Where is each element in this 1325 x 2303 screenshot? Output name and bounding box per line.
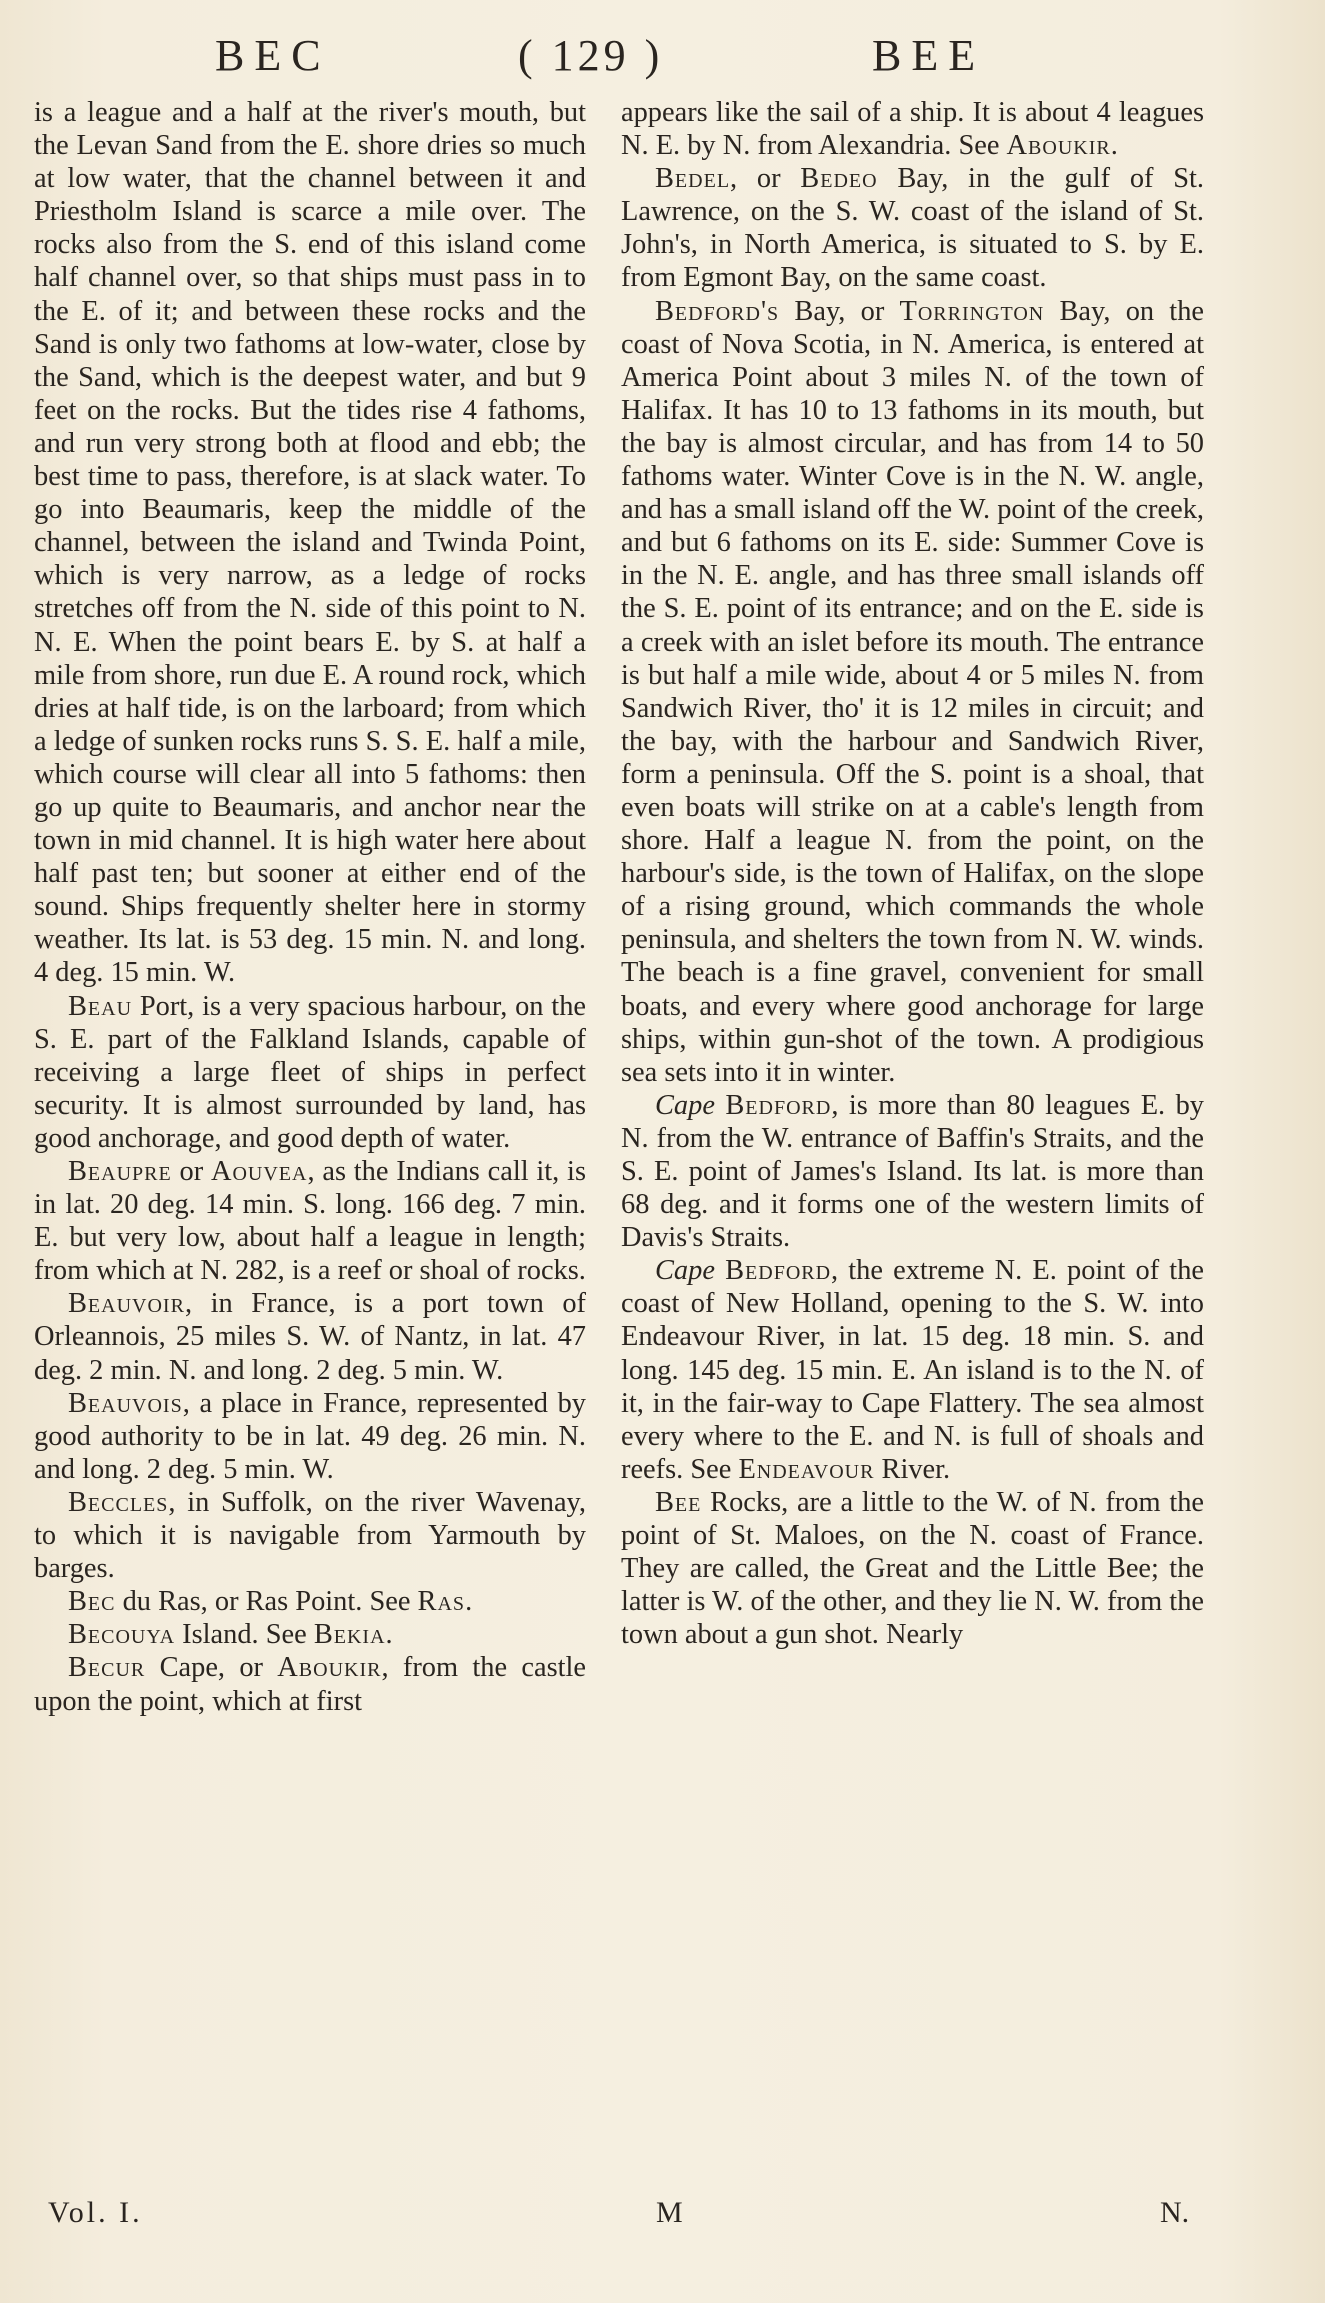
- entry-text: Bay, in the gulf of St. Lawrence, on the S. W. coast of the island of St. John's, in North America, is situated to S. by E. from Egmont Bay, on the same coast.: [621, 163, 1204, 294]
- gazetteer-entry: [34, 1651, 586, 1717]
- entry-headword: Becur: [68, 1652, 146, 1684]
- volume-label: Vol. I.: [48, 2196, 143, 2229]
- entry-text: du Ras, or Ras Point. See: [115, 1586, 418, 1618]
- gazetteer-entry: [34, 990, 586, 1155]
- entry-text: , in Suffolk, on the river Wavenay, to which it is navigable from Yarmouth by barges.: [34, 1486, 586, 1585]
- entry-headword: Beauvoir: [68, 1288, 185, 1320]
- page-footer: [0, 2196, 1325, 2236]
- entry-text: , as the Indians call it, is in lat. 20 deg. 14 min. S. long. 166 deg. 7 min. E. but very low, about half a league in length; from which at N. 282, is a reef or shoal of rocks.: [34, 1156, 586, 1287]
- entry-text: is a league and a half at the river's mouth, but the Levan Sand from the E. shore dries so much at low water, that the channel between it and Priestholm Island is scarce a mile over. The rocks also from the S. end of this island come half channel over, so that ships must pass in to the E. of it; and between these rocks and the Sand is only two fathoms at low-water, close by the Sand, which is the deepest water, and but 9 feet on the rocks. But the tides rise 4 fathoms, and run very strong both at flood and ebb; the best time to pass, therefore, is at slack water. To go into Beaumaris, keep the middle of the channel, between the island and Twinda Point, which is very narrow, as a ledge of rocks stretches off from the N. side of this point to N. N. E. When the point bears E. by S. at half a mile from shore, run due E. A round rock, which dries at half tide, is on the larboard; from which a ledge of sunken rocks runs S. S. E. half a mile, which course will clear all into 5 fathoms: then go up quite to Beaumaris, and anchor near the town in mid channel. It is high water here about half past ten; but sooner at either end of the sound. Ships frequently shelter here in stormy weather. Its lat. is 53 deg. 15 min. N. and long. 4 deg. 15 min. W.: [34, 97, 586, 989]
- entry-text: , is more than 80 leagues E. by N. from the W. entrance of Baffin's Straits, and the S. E. point of James's Island. Its lat. is more than 68 deg. and it forms one of the western limits of Davis's Straits.: [621, 1089, 1204, 1254]
- italic-prefix: Cape: [655, 1255, 715, 1287]
- entry-headword: Beau: [68, 990, 133, 1022]
- entry-text: , the extreme N. E. point of the coast of New Holland, opening to the S. W. into Endeavour River, in lat. 15 deg. 18 min. S. and long. 145 deg. 15 min. E. An island is to the N. of it, in the fair-way to Cape Flattery. The sea almost every where to the E. and N. is full of shoals and reefs. See: [621, 1255, 1204, 1485]
- gazetteer-entry: [621, 162, 1204, 294]
- gazetteer-entry: [34, 1486, 586, 1585]
- entry-text: Rocks, are a little to the W. of N. from the point of St. Maloes, on the N. coast of France. They are called, the Great and the Little Bee; the latter is W. of the other, and they lie N. W. from the town about a gun shot. Nearly: [621, 1486, 1204, 1651]
- gazetteer-entry: [34, 1618, 586, 1651]
- entry-text: [715, 1090, 725, 1121]
- entry-headword: Bedel: [655, 163, 731, 195]
- entry-text: Bay, on the coast of Nova Scotia, in N. America, is entered at America Point about 3 miles N. of the town of Halifax. It has 10 to 13 fathoms in its mouth, but the bay is almost circular, and has from 14 to 50 fathoms water. Winter Cove is in the N. W. angle, and has a small island off the W. point of the creek, and but 6 fathoms on its E. side: Summer Cove is in the N. E. angle, and has three small islands off the S. E. point of its entrance; and on the E. side is a creek with an islet before its mouth. The entrance is but half a mile wide, about 4 or 5 miles N. from Sandwich River, tho' it is 12 miles in circuit; and the bay, with the harbour and Sandwich River, form a peninsula. Off the S. point is a shoal, that even boats will strike on at a cable's length from shore. Half a league N. from the point, on the harbour's side, is the town of Halifax, on the slope of a rising ground, which commands the whole peninsula, and shelters the town from N. W. winds. The beach is a fine gravel, convenient for small boats, and every where good anchorage for large ships, within gun-shot of the town. A prodigious sea sets into it in winter.: [621, 295, 1204, 1088]
- left-text-column: [34, 96, 586, 1718]
- page-number: ( 129 ): [518, 31, 664, 80]
- continued-paragraph: [621, 96, 1204, 162]
- entry-text: or: [171, 1156, 211, 1187]
- entry-headword: Beaupre: [68, 1156, 172, 1187]
- entry-headword: Torrington: [899, 295, 1045, 327]
- entry-text: Port, is a very spacious harbour, on the S. E. part of the Falkland Islands, capable of receiving a large fleet of ships in perfect security. It is almost surrounded by land, has good anchorage, and good depth of water.: [34, 990, 586, 1154]
- entry-text: , in France, is a port town of Orleannois, 25 miles S. W. of Nantz, in lat. 47 deg. 2 min. N. and long. 2 deg. 5 min. W.: [34, 1288, 586, 1386]
- running-header: [0, 26, 1325, 86]
- entry-headword: Bedford: [725, 1255, 832, 1287]
- entry-headword: Beauvois: [68, 1387, 183, 1419]
- entry-headword: Aboukir: [1006, 130, 1111, 162]
- entry-headword: Becouya: [68, 1619, 176, 1651]
- gazetteer-entry: [34, 1585, 586, 1618]
- gazetteer-entry: [34, 1287, 586, 1386]
- entry-text: .: [465, 1586, 473, 1618]
- header-right-word: BEE: [872, 31, 986, 80]
- gazetteer-entry: [621, 1486, 1204, 1651]
- entry-headword: Aouvea: [210, 1156, 308, 1187]
- entry-headword: Ras: [417, 1586, 466, 1618]
- entry-text: .: [1110, 130, 1118, 162]
- gazetteer-entry: [34, 1155, 586, 1287]
- entry-text: Island. See: [175, 1619, 314, 1651]
- entry-headword: Aboukir: [277, 1652, 382, 1684]
- entry-text: .: [385, 1619, 393, 1651]
- entry-text: River.: [874, 1453, 951, 1485]
- entry-headword: Endeavour: [738, 1453, 875, 1485]
- entry-headword: Beccles: [68, 1486, 169, 1518]
- entry-text: , from the castle upon the point, which at first: [34, 1652, 587, 1717]
- entry-headword: Bedford: [725, 1089, 832, 1121]
- gazetteer-entry: [34, 96, 586, 990]
- entry-headword: Bekia: [313, 1619, 386, 1651]
- entry-headword: Bedford's: [655, 295, 780, 327]
- entry-text: appears like the sail of a ship. It is about 4 leagues N. E. by N. from Alexandria. See: [621, 97, 1204, 162]
- italic-prefix: Cape: [655, 1089, 715, 1121]
- entry-text: [715, 1255, 725, 1286]
- gazetteer-entry: [34, 1387, 586, 1486]
- gazetteer-entry: [621, 1254, 1204, 1486]
- entry-headword: Bee: [655, 1486, 702, 1518]
- catchword: N.: [1160, 2196, 1190, 2229]
- gazetteer-entry: [621, 295, 1204, 1089]
- entry-text: , a place in France, represented by good authority to be in lat. 49 deg. 26 min. N. and long. 2 deg. 5 min. W.: [34, 1387, 586, 1485]
- entry-headword: Bedeo: [800, 163, 878, 195]
- entry-text: Cape, or: [145, 1652, 278, 1684]
- entry-text: , or: [730, 163, 801, 195]
- entry-headword: Bec: [68, 1586, 116, 1618]
- header-left-word: BEC: [215, 31, 331, 80]
- entry-text: Bay, or: [779, 295, 900, 327]
- gazetteer-entry: [621, 1089, 1204, 1254]
- signature-mark: M: [656, 2196, 685, 2229]
- right-text-column: [621, 96, 1204, 1651]
